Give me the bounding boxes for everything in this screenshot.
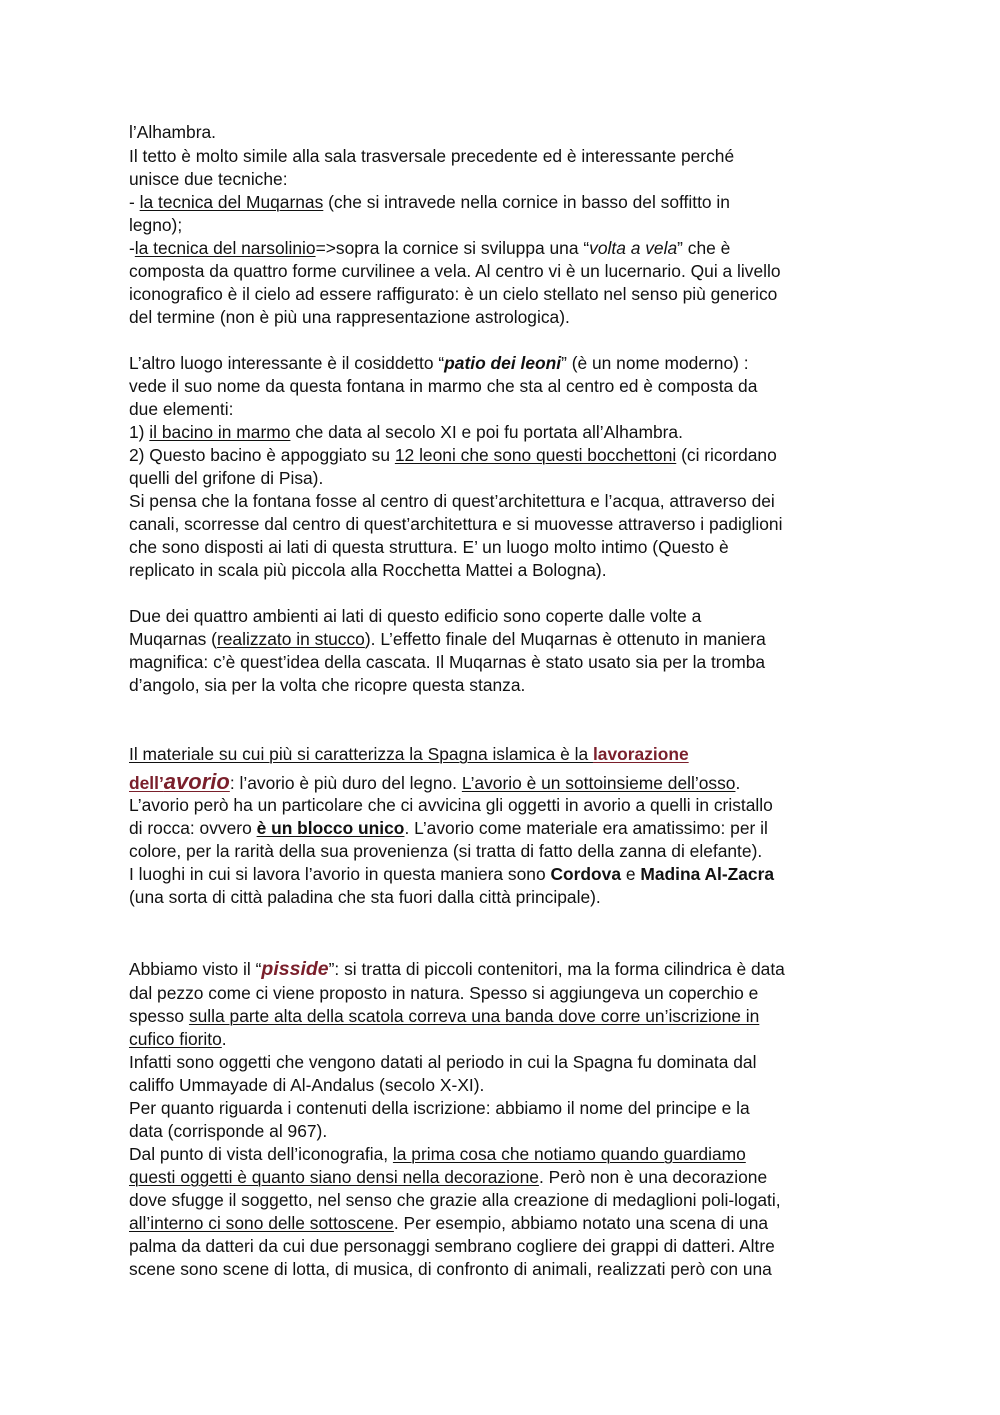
text-span: e (621, 864, 641, 884)
text-span: spesso (129, 1006, 189, 1026)
text-span: Dal punto di vista dell’iconografia, (129, 1144, 393, 1164)
text-span: che data al secolo XI e poi fu portata all’Alhambra. (290, 422, 683, 442)
text-span: ”: si tratta di piccoli contenitori, ma la forma cilindrica è data (328, 959, 785, 979)
text-line: canali, scorresse dal centro di quest’architettura e si muovesse attraverso i padiglioni (129, 514, 783, 534)
text-line: L’avorio però ha un particolare che ci avvicina gli oggetti in avorio a quelli in cristallo (129, 795, 773, 815)
text-line (129, 191, 730, 214)
text-line (129, 817, 768, 840)
text-line: replicato in scala più piccola alla Rocchetta Mattei a Bologna). (129, 560, 607, 580)
text-line (129, 1143, 746, 1166)
bold-text: Cordova (550, 864, 622, 884)
text-line: che sono disposti ai lati di questa struttura. E’ un luogo molto intimo (Questo è (129, 537, 729, 557)
text-line (129, 958, 785, 981)
text-line (129, 628, 766, 651)
text-span: Abbiamo visto il “ (129, 959, 262, 979)
text-line: califfo Ummayade di Al-Andalus (secolo X-XI). (129, 1075, 485, 1095)
text-line: d’angolo, sia per la volta che ricopre questa stanza. (129, 675, 526, 695)
text-line (129, 863, 774, 886)
text-span: Muqarnas ( (129, 629, 217, 649)
text-line: colore, per la rarità della sua provenienza (si tratta di fatto della zanna di elefante). (129, 841, 763, 861)
text-span: . (735, 773, 741, 793)
text-line (129, 1212, 768, 1235)
text-line (129, 743, 689, 766)
text-line: scene sono scene di lotta, di musica, di confronto di animali, realizzati però con una (129, 1259, 772, 1279)
underlined-text: questi oggetti è quanto siano densi nella decorazione (129, 1167, 539, 1187)
underlined-text: cufico fiorito (129, 1029, 222, 1049)
text-line: Per quanto riguarda i contenuti della iscrizione: abbiamo il nome del principe e la (129, 1098, 750, 1118)
underlined-text: sulla parte alta della scatola correva una banda dove corre un’iscrizione in (188, 1006, 760, 1026)
text-line: magnifica: c’è quest’idea della cascata. Il Muqarnas è stato usato sia per la tromba (129, 652, 766, 672)
text-line: unisce due tecniche: (129, 169, 288, 189)
text-line: Il tetto è molto simile alla sala trasversale precedente ed è interessante perché (129, 146, 735, 166)
highlighted-term-pisside: pisside (261, 958, 329, 980)
text-line (129, 1028, 227, 1051)
text-line: dove sfugge il soggetto, nel senso che grazie alla creazione di medaglioni poli-logati, (129, 1190, 781, 1210)
text-span: I luoghi in cui si lavora l’avorio in questa maniera sono (129, 864, 551, 884)
underlined-text: 12 leoni che sono questi bocchettoni (394, 445, 677, 465)
underlined-text: realizzato in stucco (216, 629, 365, 649)
text-line: palma da datteri da cui due personaggi sembrano cogliere dei grappi di datteri. Altre (129, 1236, 775, 1256)
text-span: di rocca: ovvero (129, 818, 257, 838)
text-line: iconografico è il cielo ad essere raffigurato: è un cielo stellato nel senso più generico (129, 284, 778, 304)
highlighted-term-avorio: avorio (163, 769, 230, 794)
text-line: legno); (129, 215, 183, 235)
underlined-text: Il materiale su cui più si caratterizza la Spagna islamica è la (129, 744, 593, 764)
text-line: Si pensa che la fontana fosse al centro di quest’architettura e l’acqua, attraverso dei (129, 491, 775, 511)
underlined-text: la prima cosa che notiamo quando guardiamo (392, 1144, 746, 1164)
text-span: =>sopra la cornice si sviluppa una “ (315, 238, 590, 258)
underlined-text: la tecnica del narsolinio (134, 238, 316, 258)
bold-underlined-text: è un blocco unico (256, 818, 405, 838)
underlined-text: la tecnica del Muqarnas (139, 192, 324, 212)
text-span: . Però non è una decorazione (538, 1167, 768, 1187)
text-span: (ci ricordano (676, 445, 777, 465)
text-span: : l’avorio è più duro del legno. (229, 773, 462, 793)
text-line (129, 1166, 767, 1189)
text-line: dal pezzo come ci viene proposto in natura. Spesso si aggiungeva un coperchio e (129, 983, 759, 1003)
underlined-text: all’interno ci sono delle sottoscene (129, 1213, 394, 1233)
text-line: data (corrisponde al 967). (129, 1121, 328, 1141)
text-span: 2) Questo bacino è appoggiato su (129, 445, 395, 465)
text-span: ” (è un nome moderno) : (561, 353, 749, 373)
text-line: l’Alhambra. (129, 122, 216, 142)
text-span: 1) (129, 422, 150, 442)
text-span: ). L’effetto finale del Muqarnas è ottenuto in maniera (364, 629, 766, 649)
text-line: (una sorta di città paladina che sta fuori dalla città principale). (129, 887, 601, 907)
text-line (129, 352, 749, 375)
text-span: ” che è (677, 238, 731, 258)
text-line: Infatti sono oggetti che vengono datati al periodo in cui la Spagna fu dominata dal (129, 1052, 757, 1072)
text-line: composta da quattro forme curvilinee a vela. Al centro vi è un lucernario. Qui a livello (129, 261, 781, 281)
bold-italic-text: patio dei leoni (444, 353, 562, 373)
text-line: del termine (non è più una rappresentazione astrologica). (129, 307, 570, 327)
italic-text: volta a vela (589, 238, 678, 258)
text-line (129, 770, 740, 795)
text-span: (che si intravede nella cornice in basso del soffitto in (323, 192, 730, 212)
text-line: vede il suo nome da questa fontana in marmo che sta al centro ed è composta da (129, 376, 758, 396)
text-line (129, 1005, 759, 1028)
bold-text: Madina Al-Zacra (640, 864, 775, 884)
highlighted-term: dell’ (129, 773, 164, 793)
text-span: L’altro luogo interessante è il cosiddetto “ (129, 353, 445, 373)
highlighted-term: lavorazione (592, 744, 689, 764)
text-line: quelli del grifone di Pisa). (129, 468, 324, 488)
text-span: . Per esempio, abbiamo notato una scena di una (393, 1213, 769, 1233)
text-span: - (129, 238, 135, 258)
text-line: Due dei quattro ambienti ai lati di questo edificio sono coperte dalle volte a (129, 606, 702, 626)
text-span: - (129, 192, 140, 212)
text-span: . L’avorio come materiale era amatissimo: per il (404, 818, 768, 838)
underlined-text: L’avorio è un sottoinsieme dell’osso (461, 773, 736, 793)
text-line: due elementi: (129, 399, 234, 419)
text-line (129, 444, 777, 467)
text-line (129, 237, 730, 260)
text-span: . (221, 1029, 227, 1049)
underlined-text: il bacino in marmo (149, 422, 291, 442)
text-line (129, 421, 683, 444)
